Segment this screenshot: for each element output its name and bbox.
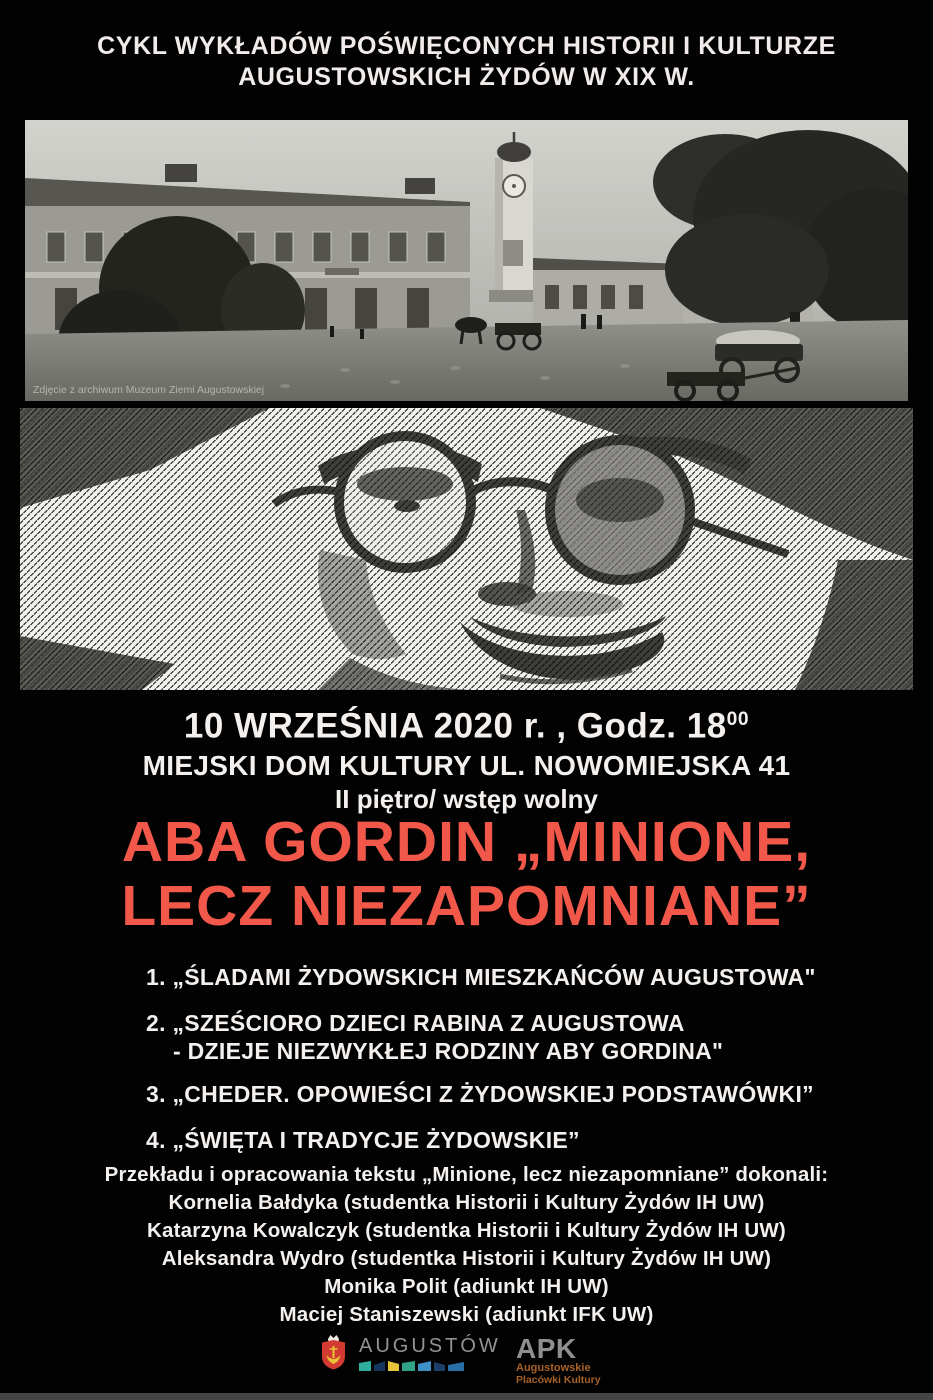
credits-person-5: Maciej Staniszewski (adiunkt IFK UW)	[279, 1303, 654, 1326]
poster-title	[0, 810, 933, 938]
event-venue: MIEJSKI DOM KULTURY UL. NOWOMIEJSKA 41	[142, 749, 791, 781]
lecture-item-3: 3. „CHEDER. OPOWIEŚCI Z ŻYDOWSKIEJ PODSTAWÓWKI”	[146, 1081, 814, 1107]
event-floor-admission: II piętro/ wstęp wolny	[335, 783, 598, 814]
apk-subline-2: Placówki Kultury	[516, 1374, 601, 1386]
aba-gordin-portrait	[20, 408, 913, 690]
event-details	[0, 697, 933, 816]
apk-subline-1: Augustowskie	[516, 1362, 591, 1374]
header-line-2: AUGUSTOWSKICH ŻYDÓW W XIX W.	[238, 63, 695, 91]
credits-person-3: Aleksandra Wydro (studentka Historii i Kultury Żydów IH UW)	[161, 1247, 772, 1270]
augustow-wordmark: AUGUSTÓW	[359, 1335, 501, 1357]
poster-title-line-1: ABA GORDIN „MINIONE,	[121, 810, 812, 874]
augustow-coat-of-arms-icon	[320, 1334, 347, 1370]
lecture-item-4: 4. „ŚWIĘTA I TRADYCJE ŻYDOWSKIE”	[146, 1127, 580, 1153]
event-date-text: 10 WRZEŚNIA 2020 r. , Godz. 18	[183, 706, 727, 746]
lecture-item-1: 1. „ŚLADAMI ŻYDOWSKICH MIESZKAŃCÓW AUGUSTOWA"	[146, 964, 816, 990]
photo-caption: Zdjęcie z archiwum Muzeum Ziemi Augustowskiej	[33, 384, 265, 396]
poster-title-line-2: LECZ NIEZAPOMNIANE”	[121, 874, 812, 938]
credits-person-2: Katarzyna Kowalczyk (studentka Historii i Kultury Żydów IH UW)	[147, 1219, 786, 1242]
lecture-series-header	[0, 31, 933, 93]
apk-logo	[516, 1333, 601, 1386]
event-date-line	[0, 697, 933, 749]
lecture-item-2-line-2: - DZIEJE NIEZWYKŁEJ RODZINY ABY GORDINA"	[173, 1038, 724, 1064]
lecture-item-2-line-1: 2. „SZEŚCIORO DZIECI RABINA Z AUGUSTOWA	[146, 1010, 685, 1036]
augustow-logo	[320, 1334, 501, 1372]
augustow-sails-icon	[359, 1361, 464, 1372]
apk-wordmark: APK	[516, 1333, 577, 1364]
event-time-superscript: 00	[726, 709, 750, 730]
bottom-edge-strip	[0, 1393, 933, 1400]
street-photo	[25, 120, 908, 401]
portrait-illustration	[20, 408, 913, 690]
lecture-list	[146, 963, 903, 1154]
augustow-logo-text	[359, 1334, 501, 1372]
street-photo-illustration	[25, 120, 908, 401]
credits-block	[0, 1161, 933, 1329]
credits-person-1: Kornelia Bałdyka (studentka Historii i Kultury Żydów IH UW)	[168, 1191, 765, 1214]
credits-person-4: Monika Polit (adiunkt IH UW)	[324, 1275, 609, 1298]
header-line-1: CYKL WYKŁADÓW POŚWIĘCONYCH HISTORII I KULTURZE	[97, 32, 836, 60]
credits-intro: Przekładu i opracowania tekstu „Minione, lecz niezapomniane” dokonali:	[104, 1163, 829, 1186]
